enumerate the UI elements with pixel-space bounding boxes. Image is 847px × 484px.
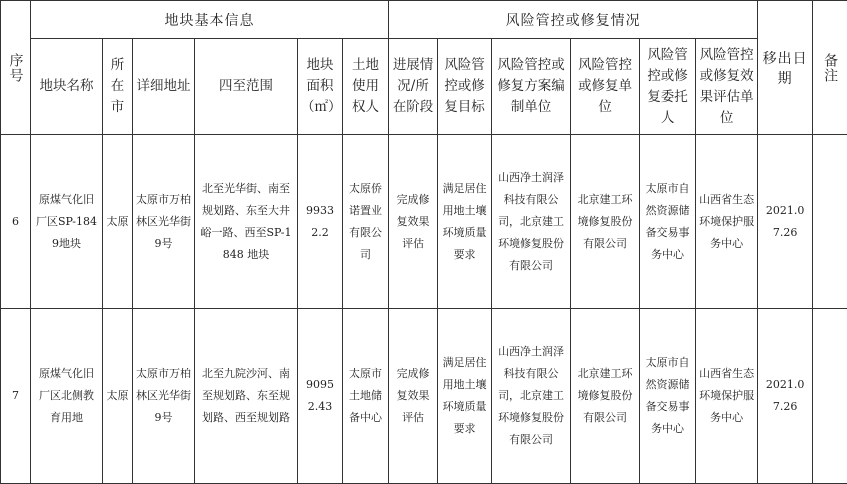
header-target: 风险管控或修复目标 — [438, 39, 492, 135]
header-progress: 进展情况/所在阶段 — [389, 39, 438, 135]
header-removal-date: 移出日期 — [758, 1, 813, 135]
group-header-row — [1, 1, 847, 39]
cell-progress: 完成修复效果评估 — [389, 309, 438, 484]
cell-boundary: 北至光华街、南至规划路、东至大井峪一路、西至SP-1848 地块 — [195, 135, 298, 309]
cell-executor: 北京建工环境修复股份有限公司 — [571, 135, 640, 309]
cell-name: 原煤气化旧厂区北侧教育用地 — [31, 309, 103, 484]
group-basic-info: 地块基本信息 — [31, 1, 389, 39]
cell-address: 太原市万柏林区光华街9号 — [133, 309, 195, 484]
header-evaluator: 风险管控或修复效果评估单位 — [696, 39, 758, 135]
cell-client: 太原市自然资源储备交易事务中心 — [640, 135, 696, 309]
cell-removal-date: 2021.07.26 — [758, 135, 813, 309]
header-name: 地块名称 — [31, 39, 103, 135]
cell-removal-date: 2021.07.26 — [758, 309, 813, 484]
cell-note — [813, 135, 847, 309]
cell-client: 太原市自然资源储备交易事务中心 — [640, 309, 696, 484]
header-city: 所在市 — [103, 39, 133, 135]
header-planner: 风险管控或修复方案编制单位 — [492, 39, 571, 135]
cell-seq: 6 — [1, 135, 31, 309]
header-executor: 风险管控或修复单位 — [571, 39, 640, 135]
cell-planner: 山西净土润泽科技有限公司，北京建工环境修复股份有限公司 — [492, 135, 571, 309]
cell-executor: 北京建工环境修复股份有限公司 — [571, 309, 640, 484]
cell-area: 99332.2 — [298, 135, 343, 309]
cell-name: 原煤气化旧厂区SP-1849地块 — [31, 135, 103, 309]
cell-note — [813, 309, 847, 484]
cell-evaluator: 山西省生态环境保护服务中心 — [696, 135, 758, 309]
cell-target: 满足居住用地土壤环境质量要求 — [438, 135, 492, 309]
header-address: 详细地址 — [133, 39, 195, 135]
cell-area: 90952.43 — [298, 309, 343, 484]
cell-boundary: 北至九院沙河、南至规划路、东至规划路、西至规划路 — [195, 309, 298, 484]
cell-planner: 山西净土润泽科技有限公司，北京建工环境修复股份有限公司 — [492, 309, 571, 484]
header-seq: 序号 — [1, 1, 31, 135]
header-note: 备注 — [813, 1, 847, 135]
header-boundary: 四至范围 — [195, 39, 298, 135]
header-client: 风险管控或修复委托人 — [640, 39, 696, 135]
column-header-row — [1, 39, 847, 135]
cell-city: 太原 — [103, 135, 133, 309]
table-row — [1, 135, 847, 309]
header-owner: 土地使用权人 — [343, 39, 389, 135]
cell-evaluator: 山西省生态环境保护服务中心 — [696, 309, 758, 484]
cell-target: 满足居住用地土壤环境质量要求 — [438, 309, 492, 484]
group-risk-info: 风险管控或修复情况 — [389, 1, 758, 39]
cell-seq: 7 — [1, 309, 31, 484]
cell-progress: 完成修复效果评估 — [389, 135, 438, 309]
cell-address: 太原市万柏林区光华街9号 — [133, 135, 195, 309]
table-row — [1, 309, 847, 484]
cell-owner: 太原市土地储备中心 — [343, 309, 389, 484]
header-area: 地块面积（㎡） — [298, 39, 343, 135]
cell-city: 太原 — [103, 309, 133, 484]
cell-owner: 太原侨诺置业有限公司 — [343, 135, 389, 309]
